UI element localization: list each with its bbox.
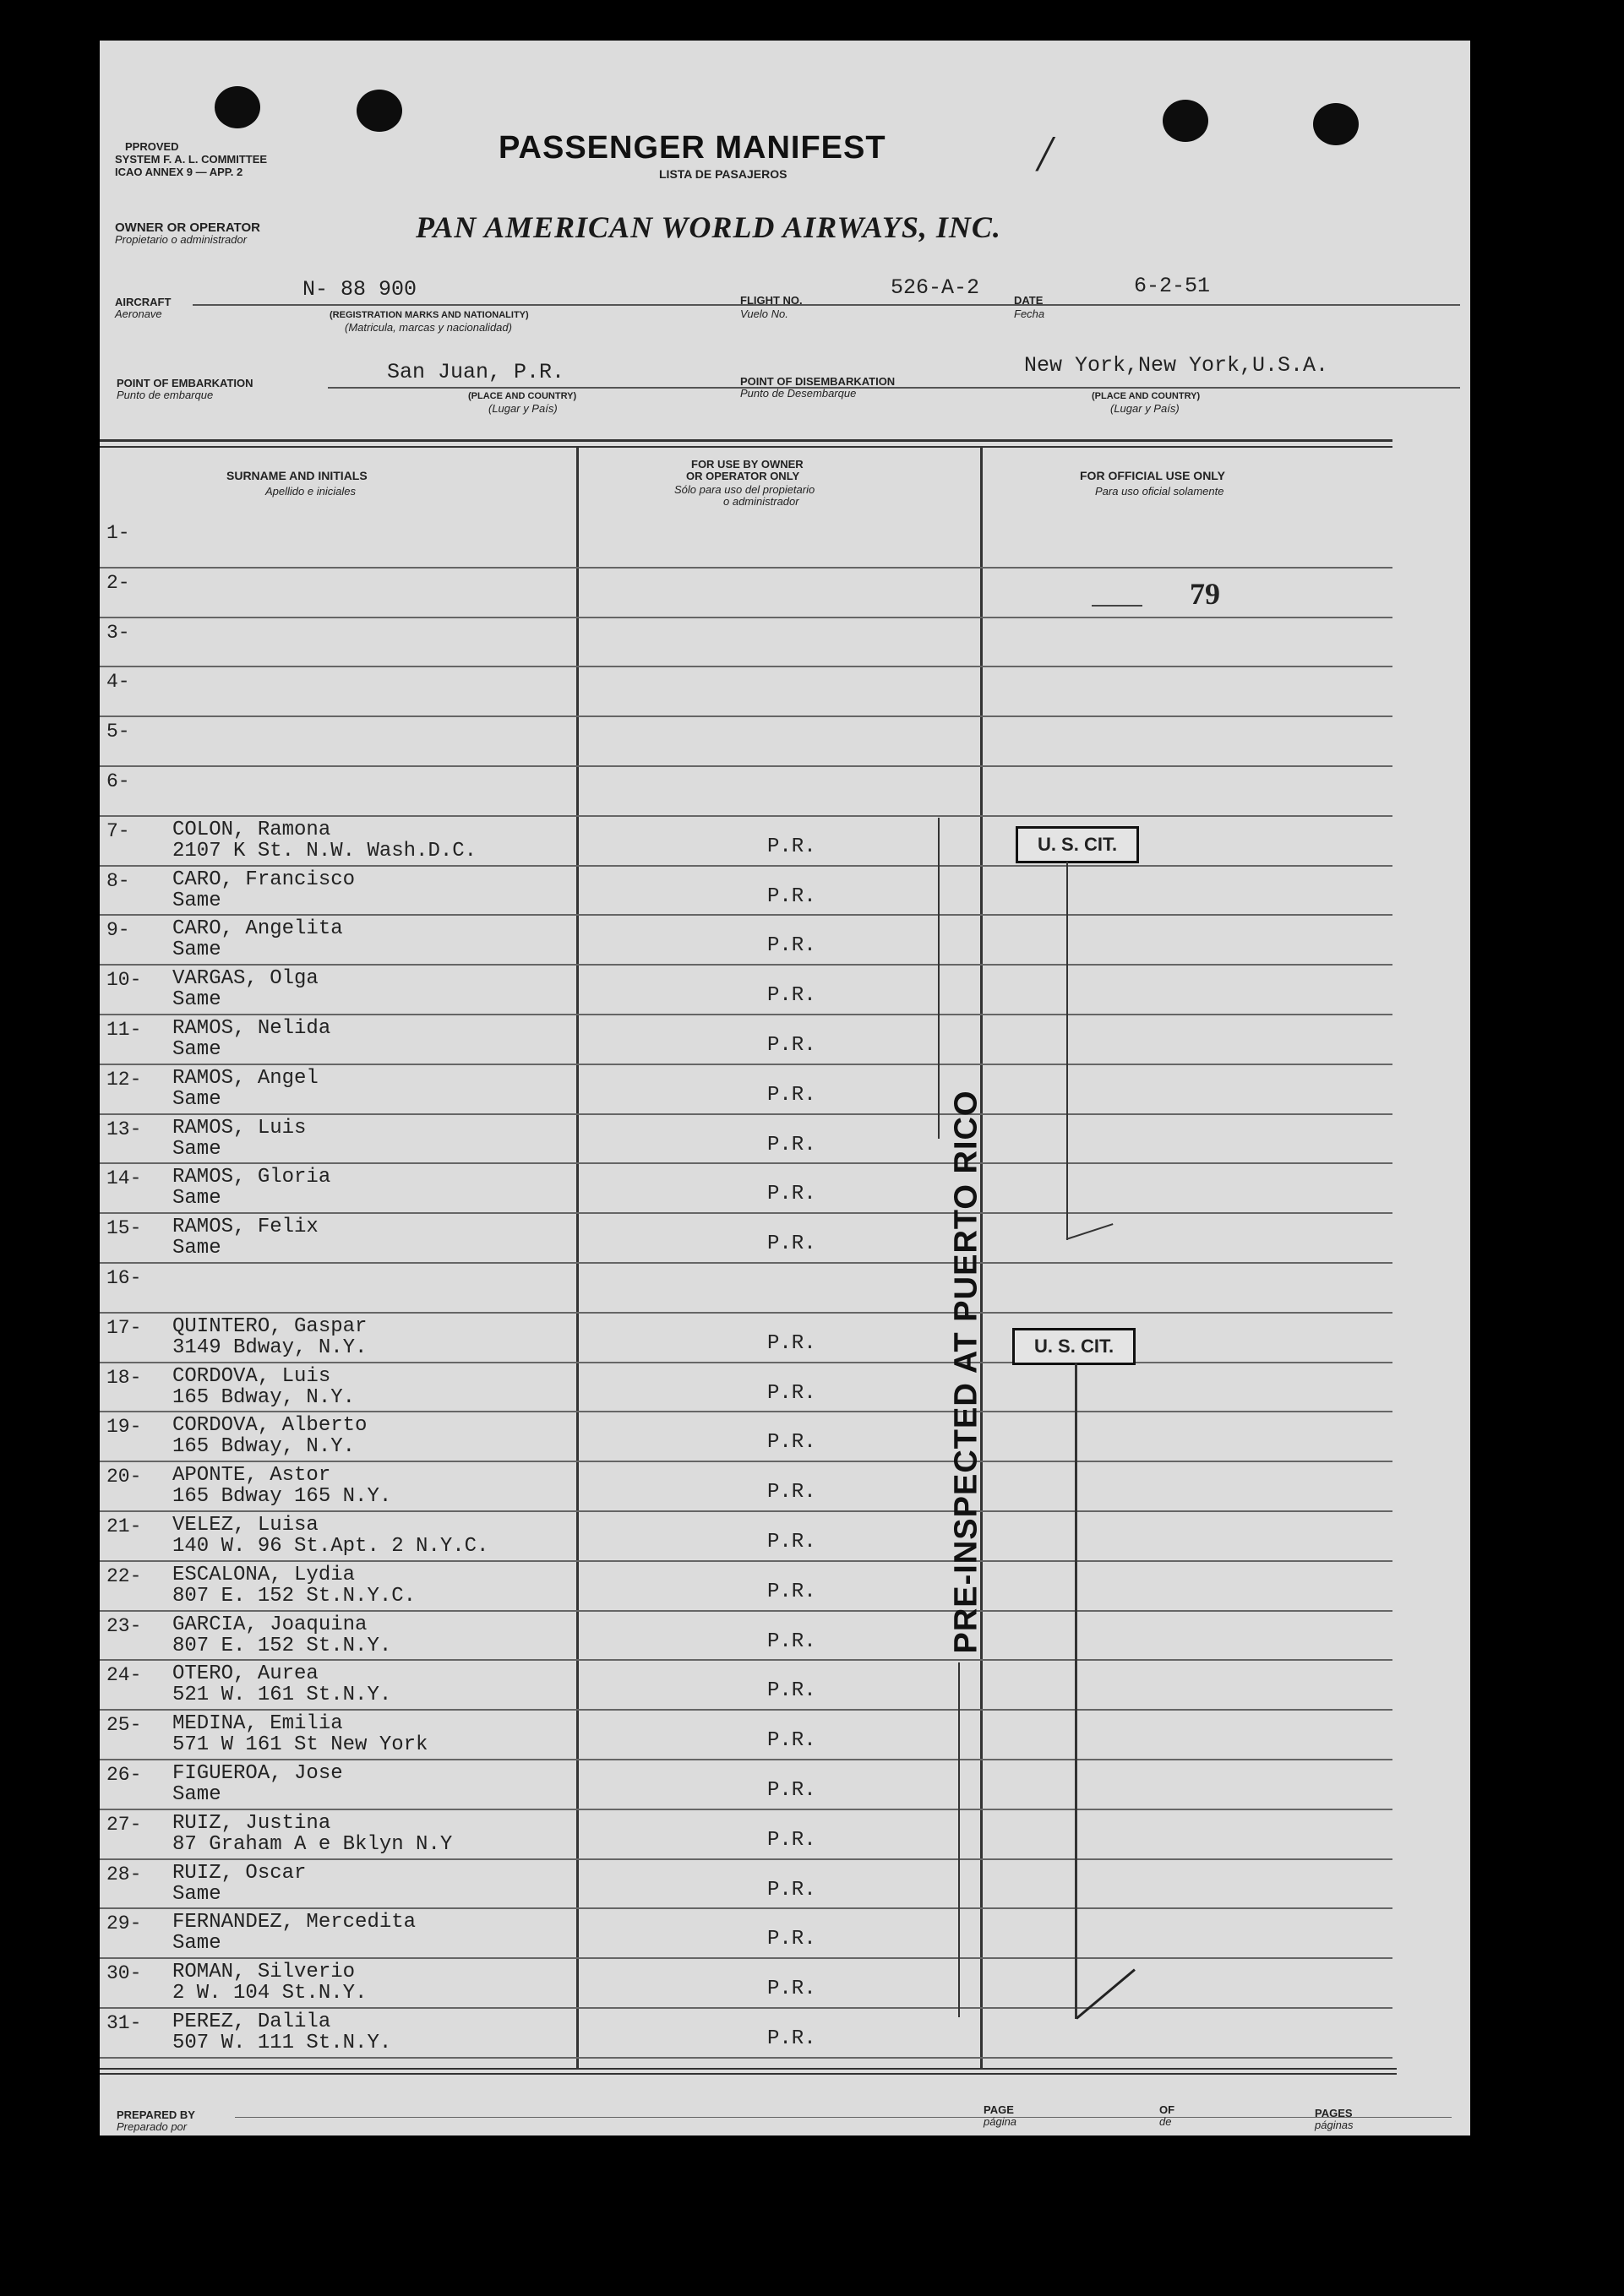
column-header-owner-es: o administrador xyxy=(723,495,799,508)
prepared-label-es: Preparado por xyxy=(117,2120,188,2133)
approval-line-2: SYSTEM F. A. L. COMMITTEE xyxy=(115,153,268,166)
row-number: 4- xyxy=(106,671,130,694)
approval-line-3: ICAO ANNEX 9 — APP. 2 xyxy=(115,166,243,178)
passenger-name: RAMOS, Gloria xyxy=(172,1166,331,1189)
operator-code: P.R. xyxy=(767,1034,816,1057)
page-title: PASSENGER MANIFEST xyxy=(499,130,886,166)
operator-code: P.R. xyxy=(767,1828,816,1852)
aircraft-label-es: Aeronave xyxy=(115,307,162,320)
passenger-name: COLON, Ramona xyxy=(172,818,331,841)
pages-label: PAGES xyxy=(1315,2107,1353,2119)
pages-label-es: páginas xyxy=(1315,2119,1354,2131)
passenger-address: Same xyxy=(172,1783,221,1806)
operator-code: P.R. xyxy=(767,1133,816,1156)
row-number: 31- xyxy=(106,2012,142,2034)
row-number: 14- xyxy=(106,1167,142,1190)
passenger-name: VELEZ, Luisa xyxy=(172,1514,319,1537)
row-number: 28- xyxy=(106,1863,142,1885)
of-label-es: de xyxy=(1159,2115,1172,2128)
row-number: 18- xyxy=(106,1366,142,1389)
passenger-address: 807 E. 152 St.N.Y. xyxy=(172,1634,392,1657)
passenger-name: RUIZ, Oscar xyxy=(172,1861,307,1885)
row-number: 8- xyxy=(106,869,130,892)
us-cit-stamp: U. S. CIT. xyxy=(1012,1328,1136,1365)
row-number: 26- xyxy=(106,1764,142,1786)
operator-code: P.R. xyxy=(767,1779,816,1802)
column-header-official: FOR OFFICIAL USE ONLY xyxy=(1080,469,1225,482)
manifest-sheet xyxy=(100,41,1470,2135)
operator-code: P.R. xyxy=(767,984,816,1008)
column-header-owner: OR OPERATOR ONLY xyxy=(686,470,800,482)
passenger-name: CARO, Francisco xyxy=(172,868,356,891)
page-label-es: página xyxy=(984,2115,1017,2128)
operator-code: P.R. xyxy=(767,1481,816,1504)
preinspected-stamp: PRE-INSPECTED AT PUERTO RICO xyxy=(948,1090,984,1654)
operator-code: P.R. xyxy=(767,1431,816,1455)
table-row xyxy=(100,767,1392,817)
bracket-line xyxy=(1066,862,1068,1240)
operator-code: P.R. xyxy=(767,1183,816,1206)
table-bottom-rule xyxy=(100,2068,1397,2070)
flight-label-es: Vuelo No. xyxy=(740,307,788,320)
row-number: 30- xyxy=(106,1962,142,1985)
row-number: 5- xyxy=(106,721,130,743)
owner-label: OWNER OR OPERATOR xyxy=(115,220,260,235)
corner-mark: / xyxy=(1038,126,1052,182)
embark-label-es: Punto de embarque xyxy=(117,389,214,401)
embark-value: San Juan, P.R. xyxy=(387,360,565,384)
passenger-address: 87 Graham A e Bklyn N.Y xyxy=(172,1832,453,1856)
punch-hole xyxy=(1163,100,1208,142)
disembark-label: POINT OF DISEMBARKATION xyxy=(740,375,896,388)
passenger-name: GARCIA, Joaquina xyxy=(172,1613,368,1636)
row-number: 11- xyxy=(106,1019,142,1041)
row-number: 21- xyxy=(106,1515,142,1537)
operator-code: P.R. xyxy=(767,1878,816,1902)
date-value: 6-2-51 xyxy=(1134,274,1211,298)
operator-code: P.R. xyxy=(767,884,816,908)
passenger-address: Same xyxy=(172,988,221,1012)
disembark-value: New York,New York,U.S.A. xyxy=(1024,353,1329,378)
row-number: 3- xyxy=(106,621,130,644)
column-header-owner: FOR USE BY OWNER xyxy=(691,458,804,471)
page-subtitle: LISTA DE PASAJEROS xyxy=(659,167,787,181)
row-number: 25- xyxy=(106,1714,142,1737)
row-number: 12- xyxy=(106,1068,142,1091)
us-cit-stamp: U. S. CIT. xyxy=(1016,826,1139,863)
stamp-line xyxy=(938,818,940,1139)
bracket-line xyxy=(1075,1363,1077,2019)
row-number: 27- xyxy=(106,1813,142,1836)
of-label: OF xyxy=(1159,2103,1175,2116)
operator-code: P.R. xyxy=(767,1083,816,1107)
passenger-name: ESCALONA, Lydia xyxy=(172,1563,356,1586)
table-row xyxy=(100,667,1392,717)
row-number: 1- xyxy=(106,522,130,544)
passenger-name: OTERO, Aurea xyxy=(172,1662,319,1686)
passenger-address: Same xyxy=(172,1087,221,1111)
passenger-name: ROMAN, Silverio xyxy=(172,1961,356,1984)
owner-label-es: Propietario o administrador xyxy=(115,233,248,246)
passenger-name: FERNANDEZ, Mercedita xyxy=(172,1911,417,1934)
passenger-address: Same xyxy=(172,1882,221,1906)
passenger-address: Same xyxy=(172,1038,221,1061)
passenger-name: VARGAS, Olga xyxy=(172,967,319,991)
passenger-name: PEREZ, Dalila xyxy=(172,2010,331,2033)
disembark-label-es: Punto de Desembarque xyxy=(740,387,857,400)
passenger-address: 2107 K St. N.W. Wash.D.C. xyxy=(172,839,477,862)
table-top-rule xyxy=(100,439,1392,442)
table-row xyxy=(100,1264,1392,1314)
row-number: 16- xyxy=(106,1267,142,1289)
place-note-es: (Lugar y País) xyxy=(488,402,558,415)
passenger-address: 2 W. 104 St.N.Y. xyxy=(172,1982,368,2005)
table-row xyxy=(100,519,1392,569)
column-header-owner-es: Sólo para uso del propietario xyxy=(674,483,815,496)
operator-code: P.R. xyxy=(767,1381,816,1405)
row-rule xyxy=(100,2057,1392,2059)
passenger-address: 521 W. 161 St.N.Y. xyxy=(172,1684,392,1707)
place-note: (PLACE AND COUNTRY) xyxy=(468,391,577,401)
date-label-es: Fecha xyxy=(1014,307,1045,320)
passenger-name: QUINTERO, Gaspar xyxy=(172,1314,368,1338)
operator-code: P.R. xyxy=(767,934,816,958)
row-number: 2- xyxy=(106,571,130,594)
operator-code: P.R. xyxy=(767,835,816,858)
punch-hole xyxy=(1313,103,1359,145)
row-number: 20- xyxy=(106,1466,142,1488)
row-number: 7- xyxy=(106,819,130,842)
passenger-address: Same xyxy=(172,1932,221,1956)
punch-hole xyxy=(357,90,402,132)
passenger-name: CORDOVA, Luis xyxy=(172,1364,331,1388)
row-number: 23- xyxy=(106,1614,142,1637)
passenger-address: Same xyxy=(172,939,221,962)
official-number: 79 xyxy=(1190,577,1220,611)
registration-note: (REGISTRATION MARKS AND NATIONALITY) xyxy=(330,310,529,320)
column-header-official-es: Para uso oficial solamente xyxy=(1095,485,1224,498)
stamp-line xyxy=(958,1662,960,2017)
table-row xyxy=(100,618,1392,668)
passenger-address: 165 Bdway, N.Y. xyxy=(172,1435,356,1459)
passenger-name: CORDOVA, Alberto xyxy=(172,1414,368,1438)
column-header-name-es: Apellido e iniciales xyxy=(265,485,356,498)
registration-note-es: (Matricula, marcas y nacionalidad) xyxy=(345,321,512,334)
punch-hole xyxy=(215,86,260,128)
passenger-name: RAMOS, Angel xyxy=(172,1066,319,1090)
row-number: 13- xyxy=(106,1118,142,1140)
row-number: 17- xyxy=(106,1316,142,1339)
field-underline xyxy=(193,304,1460,306)
row-number: 6- xyxy=(106,770,130,792)
date-label: DATE xyxy=(1014,294,1044,307)
passenger-address: Same xyxy=(172,889,221,912)
passenger-address: Same xyxy=(172,1237,221,1260)
aircraft-label: AIRCRAFT xyxy=(115,296,172,308)
place-note: (PLACE AND COUNTRY) xyxy=(1092,391,1201,401)
passenger-address: 140 W. 96 St.Apt. 2 N.Y.C. xyxy=(172,1535,489,1558)
passenger-name: RUIZ, Justina xyxy=(172,1811,331,1835)
prepared-label: PREPARED BY xyxy=(117,2108,195,2121)
row-number: 24- xyxy=(106,1664,142,1687)
operator-code: P.R. xyxy=(767,1630,816,1653)
operator-code: P.R. xyxy=(767,1580,816,1603)
passenger-name: CARO, Angelita xyxy=(172,917,343,941)
aircraft-value: N- 88 900 xyxy=(302,277,417,302)
passenger-name: RAMOS, Luis xyxy=(172,1116,307,1140)
table-bottom-rule xyxy=(100,2073,1397,2075)
owner-value: PAN AMERICAN WORLD AIRWAYS, INC. xyxy=(416,210,1001,244)
operator-code: P.R. xyxy=(767,1531,816,1553)
prepared-line xyxy=(235,2117,1452,2118)
operator-code: P.R. xyxy=(767,1679,816,1703)
passenger-address: 507 W. 111 St.N.Y. xyxy=(172,2032,392,2054)
passenger-address: 165 Bdway 165 N.Y. xyxy=(172,1485,392,1509)
place-note-es: (Lugar y País) xyxy=(1110,402,1180,415)
operator-code: P.R. xyxy=(767,1978,816,2001)
row-number: 29- xyxy=(106,1912,142,1935)
flight-label: FLIGHT NO. xyxy=(740,294,803,307)
flight-value: 526-A-2 xyxy=(891,275,980,300)
operator-code: P.R. xyxy=(767,2027,816,2050)
passenger-address: 571 W 161 St New York xyxy=(172,1733,428,1757)
row-number: 22- xyxy=(106,1564,142,1587)
approval-line-1: PPROVED xyxy=(125,140,179,153)
passenger-name: RAMOS, Nelida xyxy=(172,1017,331,1040)
row-number: 9- xyxy=(106,919,130,942)
passenger-name: APONTE, Astor xyxy=(172,1464,331,1488)
table-top-rule xyxy=(100,446,1392,448)
passenger-name: RAMOS, Felix xyxy=(172,1216,319,1239)
row-number: 15- xyxy=(106,1217,142,1240)
row-number: 10- xyxy=(106,969,142,992)
passenger-name: FIGUEROA, Jose xyxy=(172,1762,343,1785)
row-number: 19- xyxy=(106,1416,142,1439)
passenger-address: Same xyxy=(172,1137,221,1161)
passenger-address: Same xyxy=(172,1187,221,1211)
embark-label: POINT OF EMBARKATION xyxy=(117,377,253,389)
page-label: PAGE xyxy=(984,2103,1014,2116)
passenger-address: 807 E. 152 St.N.Y.C. xyxy=(172,1584,417,1608)
passenger-address: 165 Bdway, N.Y. xyxy=(172,1385,356,1409)
official-dash xyxy=(1092,605,1142,607)
operator-code: P.R. xyxy=(767,1232,816,1256)
table-row xyxy=(100,717,1392,767)
column-header-name: SURNAME AND INITIALS xyxy=(226,469,368,482)
operator-code: P.R. xyxy=(767,1331,816,1355)
passenger-address: 3149 Bdway, N.Y. xyxy=(172,1336,368,1359)
operator-code: P.R. xyxy=(767,1729,816,1753)
passenger-name: MEDINA, Emilia xyxy=(172,1712,343,1736)
operator-code: P.R. xyxy=(767,1928,816,1951)
